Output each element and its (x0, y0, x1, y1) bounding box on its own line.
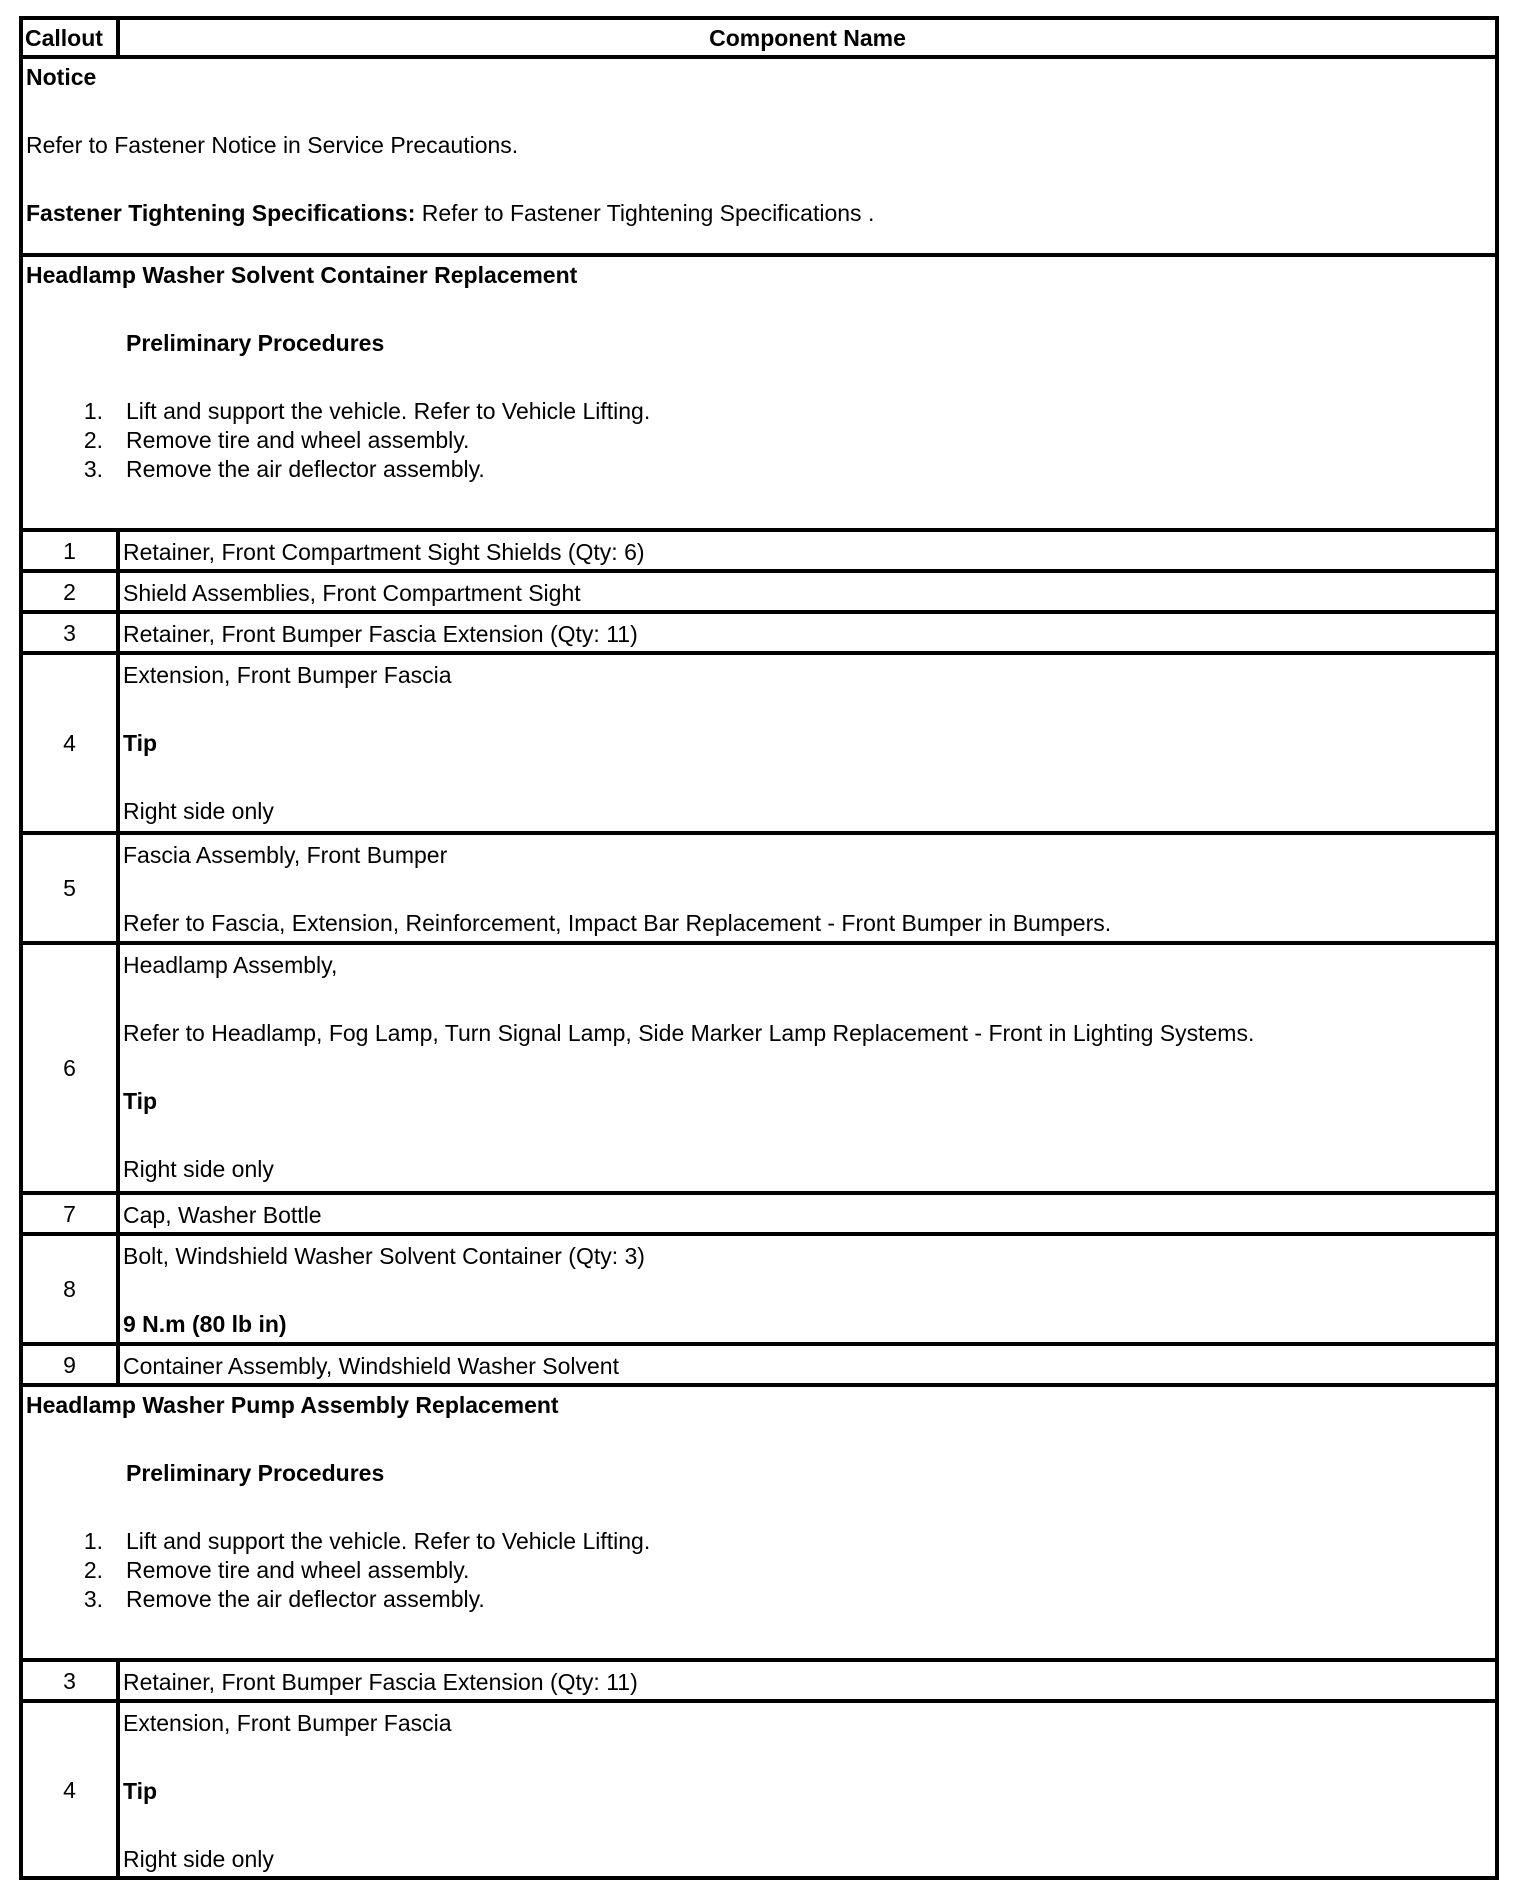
section-title: Headlamp Washer Solvent Container Replacement (26, 262, 578, 288)
tip-label: Tip (123, 1088, 158, 1114)
table-row (19, 1232, 1499, 1346)
torque-spec: 9 N.m (80 lb in) (123, 1311, 287, 1337)
tip-text: Right side only (123, 1156, 274, 1182)
section-headlamp-washer-pump-assembly (19, 1383, 1499, 1662)
table-row (19, 528, 1499, 573)
callout-number: 6 (23, 945, 120, 1191)
step-text: Remove tire and wheel assembly. (126, 427, 470, 453)
notice-text: Refer to Fastener Notice in Service Precautions. (26, 132, 519, 158)
tip-text: Right side only (123, 798, 274, 824)
callout-number: 8 (23, 1236, 120, 1342)
table-row (19, 610, 1499, 655)
step-number: 1. (83, 398, 103, 424)
callout-column-header: Callout (23, 20, 120, 55)
component-name: Bolt, Windshield Washer Solvent Container (Qty: 3) (123, 1243, 645, 1269)
component-name: Fascia Assembly, Front Bumper (123, 842, 448, 868)
table-row (19, 569, 1499, 614)
component-name: Retainer, Front Compartment Sight Shields (Qty: 6) (123, 539, 645, 565)
reference-text: Refer to Fascia, Extension, Reinforcement, Impact Bar Replacement - Front Bumper in Bumpers. (123, 910, 1112, 936)
callout-number: 3 (23, 614, 120, 651)
step-text: Remove tire and wheel assembly. (126, 1557, 470, 1583)
fastener-spec-line (26, 199, 874, 227)
fastener-spec-label: Fastener Tightening Specifications: (26, 200, 416, 226)
component-name: Retainer, Front Bumper Fascia Extension (Qty: 11) (123, 1669, 638, 1695)
callout-number: 4 (23, 1703, 120, 1876)
table-header-row (19, 16, 1499, 59)
component-name: Cap, Washer Bottle (123, 1202, 322, 1228)
callout-number: 4 (23, 655, 120, 831)
fastener-spec-text: Refer to Fastener Tightening Specifications . (415, 200, 875, 226)
notice-title: Notice (26, 64, 97, 90)
step-number: 1. (83, 1528, 103, 1554)
step-number: 2. (83, 427, 103, 453)
step-number: 3. (83, 1586, 103, 1612)
component-name: Extension, Front Bumper Fascia (123, 1710, 452, 1736)
table-row (19, 1342, 1499, 1387)
table-row (19, 651, 1499, 835)
callout-number: 1 (23, 532, 120, 569)
step-text: Lift and support the vehicle. Refer to Vehicle Lifting. (126, 398, 651, 424)
notice-row (19, 55, 1499, 257)
component-name: Shield Assemblies, Front Compartment Sight (123, 580, 581, 606)
table-row (19, 1699, 1499, 1880)
callout-number: 9 (23, 1346, 120, 1383)
step-number: 3. (83, 456, 103, 482)
callout-number: 2 (23, 573, 120, 610)
preliminary-procedures-heading: Preliminary Procedures (126, 330, 385, 356)
table-row (19, 1191, 1499, 1236)
preliminary-procedures-heading: Preliminary Procedures (126, 1460, 385, 1486)
table-row (19, 1658, 1499, 1703)
component-name: Retainer, Front Bumper Fascia Extension (Qty: 11) (123, 621, 638, 647)
callout-number: 5 (23, 835, 120, 941)
section-headlamp-washer-solvent-container (19, 253, 1499, 532)
component-name: Headlamp Assembly, (123, 952, 338, 978)
table-row (19, 941, 1499, 1195)
component-name: Extension, Front Bumper Fascia (123, 662, 452, 688)
callout-number: 7 (23, 1195, 120, 1232)
callout-number: 3 (23, 1662, 120, 1699)
step-text: Remove the air deflector assembly. (126, 1586, 485, 1612)
tip-text: Right side only (123, 1846, 274, 1872)
step-text: Remove the air deflector assembly. (126, 456, 485, 482)
component-name: Container Assembly, Windshield Washer Solvent (123, 1353, 619, 1379)
step-text: Lift and support the vehicle. Refer to Vehicle Lifting. (126, 1528, 651, 1554)
tip-label: Tip (123, 1778, 158, 1804)
tip-label: Tip (123, 730, 158, 756)
component-name-column-header: Component Name (709, 24, 906, 51)
reference-text: Refer to Headlamp, Fog Lamp, Turn Signal Lamp, Side Marker Lamp Replacement - Front in Lighting Systems. (123, 1020, 1255, 1046)
table-row (19, 831, 1499, 945)
section-title: Headlamp Washer Pump Assembly Replacement (26, 1392, 559, 1418)
step-number: 2. (83, 1557, 103, 1583)
